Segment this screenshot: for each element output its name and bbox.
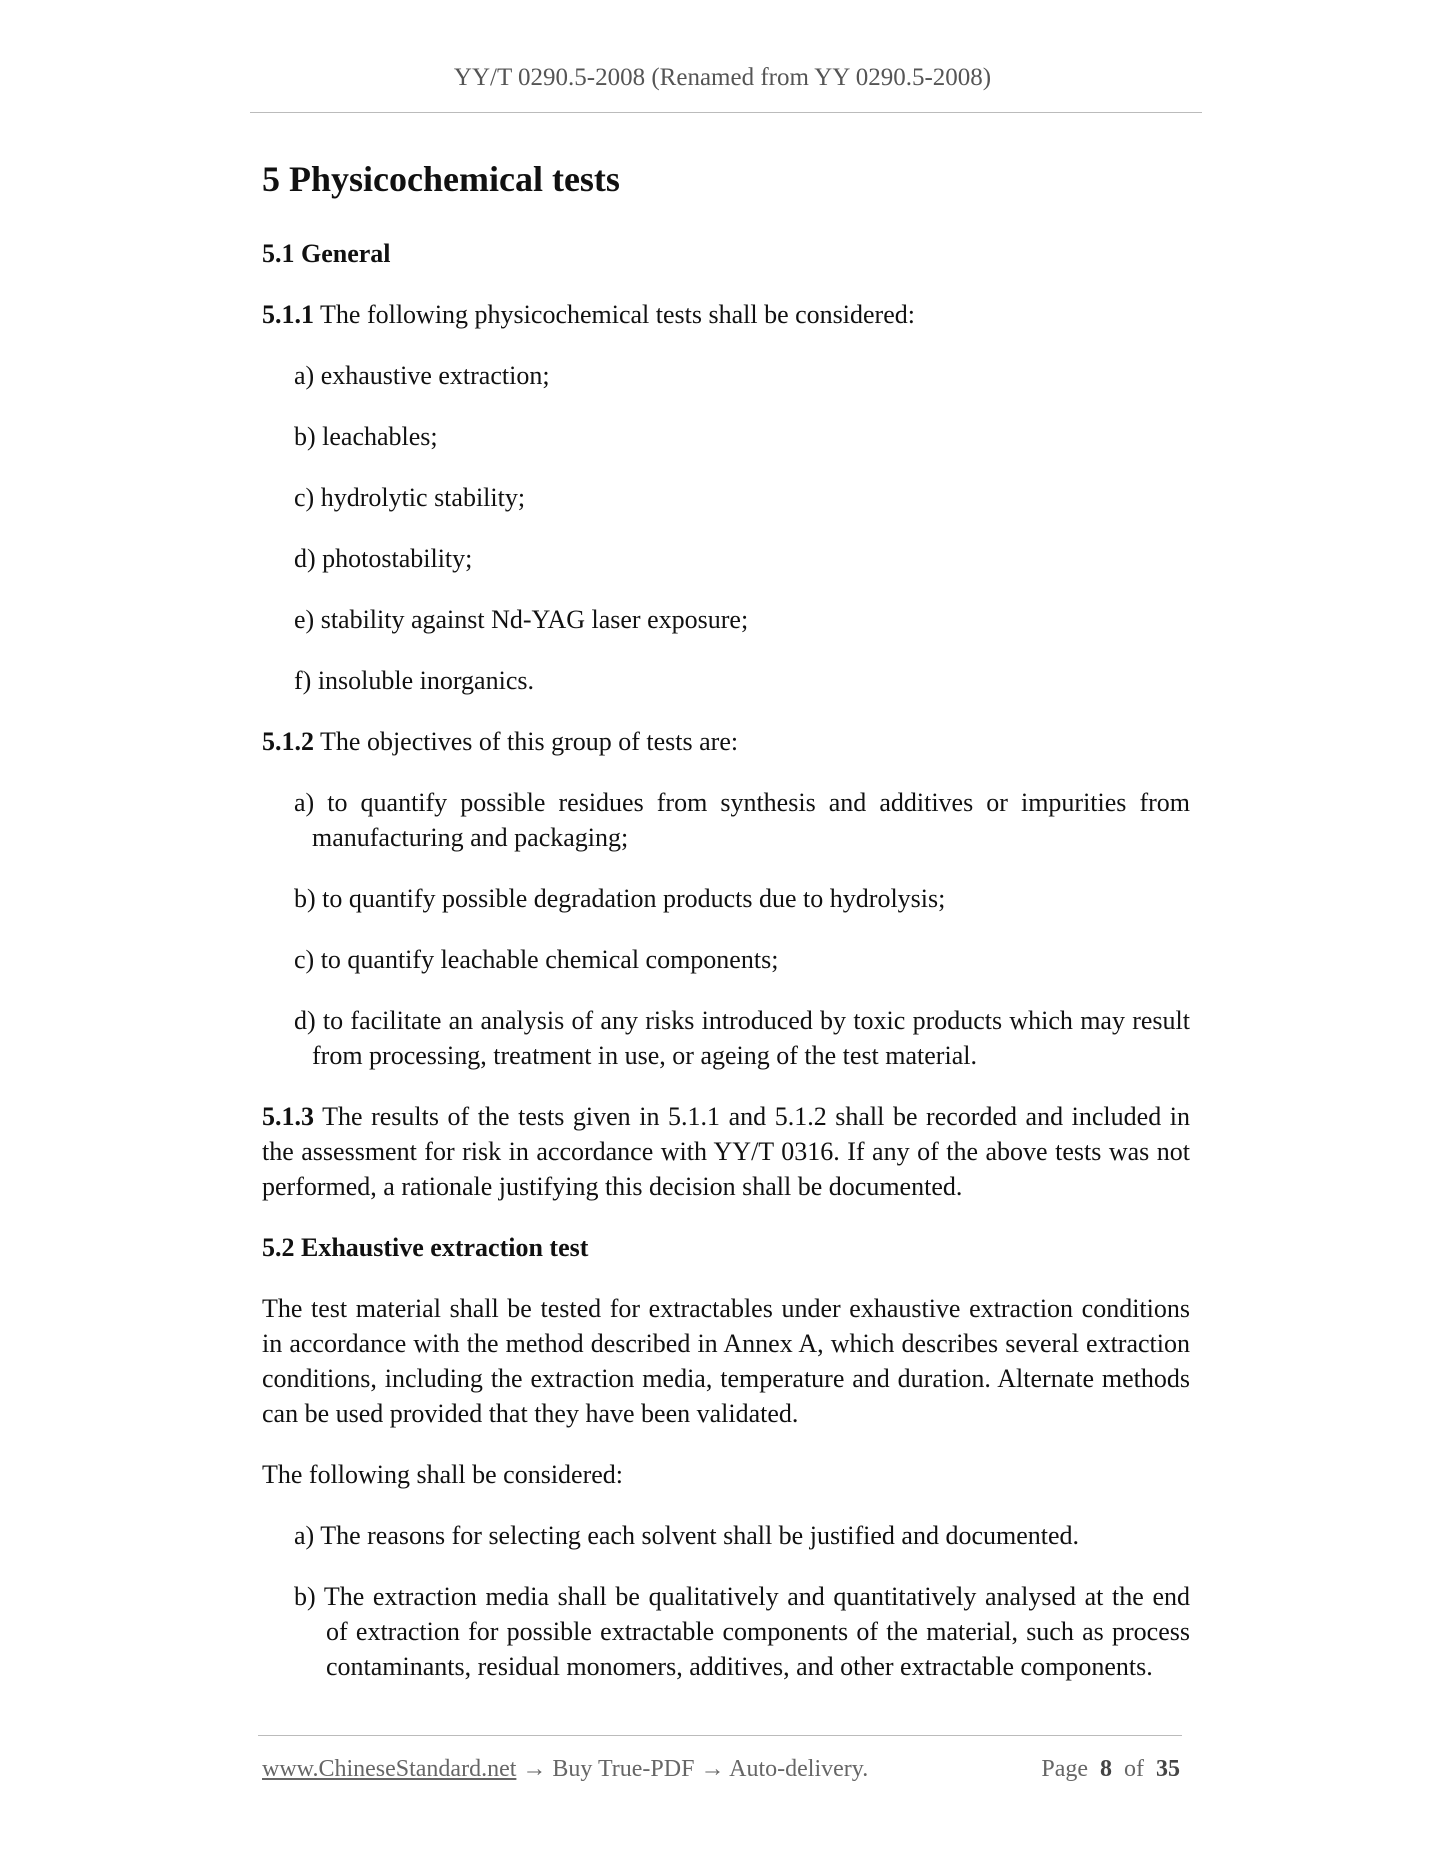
list-item: b) leachables; [294,422,438,451]
list-item: e) stability against Nd-YAG laser exposure; [294,605,749,634]
list-item: b) The extraction media shall be qualitatively and quantitatively analysed at the end of extraction for possible extractable components of the material, such as process contaminants, residual monomers, additives, and other extractable components. [294,1582,1190,1681]
clause-5-1-1-list [262,358,1190,698]
list-item: c) to quantify leachable chemical components; [294,945,779,974]
clause-5-1-3 [262,1099,1190,1204]
delivery-text: Auto-delivery. [729,1756,869,1782]
clause-5-1-2 [262,724,1190,759]
header-divider [250,112,1202,113]
paragraph: The test material shall be tested for extractables under exhaustive extraction conditions in accordance with the method described in Annex A, which describes several extraction conditions, including the extraction media, temperature and duration. Alternate methods can be used provided that they have been validated. [262,1294,1190,1428]
list-item: a) to quantify possible residues from synthesis and additives or impurities from manufacturing and packaging; [294,788,1190,852]
clause-number: 5.1.2 [262,727,314,756]
of-label: of [1124,1756,1144,1782]
footer-promo [262,1756,868,1783]
section-5-1-heading: 5.1 General [262,239,391,268]
clause-text: The objectives of this group of tests are: [314,727,739,756]
list-item: d) to facilitate an analysis of any risks introduced by toxic products which may result from processing, treatment in use, or ageing of the test material. [294,1006,1190,1070]
clause-5-1-1 [262,297,1190,332]
section-5-2-list [262,1518,1190,1684]
page-body [262,150,1190,1710]
list-item: f) insoluble inorganics. [294,666,534,695]
arrow-icon: → [516,1756,553,1782]
footer-divider [258,1735,1182,1736]
clause-text: The following physicochemical tests shall be considered: [314,300,915,329]
total-pages: 35 [1156,1756,1180,1782]
list-item: c) hydrolytic stability; [294,483,526,512]
arrow-icon: → [694,1756,730,1782]
page-label: Page [1041,1756,1088,1782]
clause-number: 5.1.3 [262,1102,314,1131]
list-item: a) The reasons for selecting each solvent shall be justified and documented. [294,1521,1080,1550]
section-5-heading: 5 Physicochemical tests [262,159,620,199]
list-item: b) to quantify possible degradation products due to hydrolysis; [294,884,946,913]
list-item: d) photostability; [294,544,473,573]
clause-5-1-2-list [262,785,1190,1073]
running-header: YY/T 0290.5-2008 (Renamed from YY 0290.5-2008) [453,64,992,91]
list-item: a) exhaustive extraction; [294,361,550,390]
page-number [1041,1756,1180,1783]
site-link[interactable]: www.ChineseStandard.net [262,1756,517,1782]
buy-text: Buy True-PDF [552,1756,695,1782]
section-5-2-heading: 5.2 Exhaustive extraction test [262,1233,589,1262]
clause-number: 5.1.1 [262,300,314,329]
clause-text: The results of the tests given in 5.1.1 and 5.1.2 shall be recorded and included in the assessment for risk in accordance with YY/T 0316. If any of the above tests was not performed, a rationale justifying this decision shall be documented. [262,1102,1190,1201]
paragraph: The following shall be considered: [262,1460,624,1489]
current-page: 8 [1100,1756,1112,1782]
